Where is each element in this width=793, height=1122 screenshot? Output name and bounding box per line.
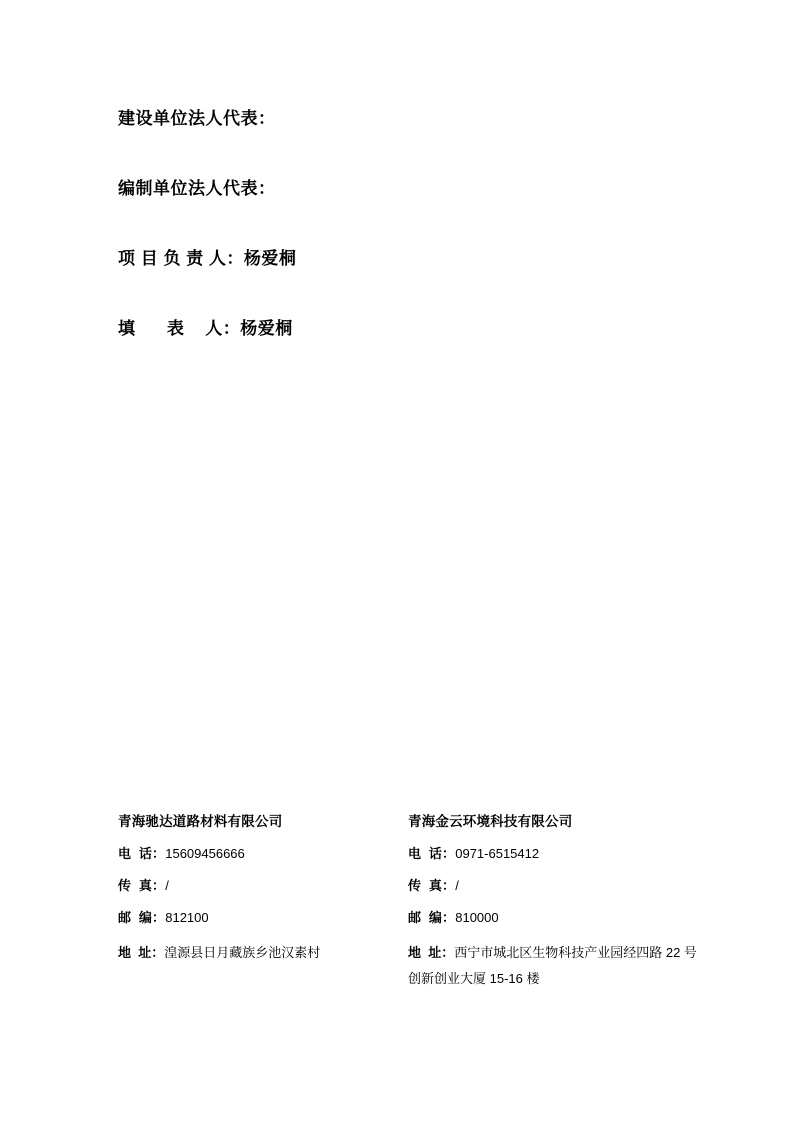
contact-value-address-left: 湟源县日月藏族乡池汉素村	[164, 945, 321, 960]
company-name-right: 青海金云环境科技有限公司	[408, 814, 573, 829]
signature-line-form-filler: 填 表 人：杨爱桐	[118, 319, 293, 338]
contact-label-zip-right: 邮 编：	[408, 910, 456, 925]
contact-row-zip-right	[408, 908, 698, 928]
footer-contact-block	[118, 812, 718, 992]
contact-label-address-left: 地 址：	[118, 945, 165, 960]
contact-label-fax-right: 传 真：	[408, 878, 456, 893]
contact-label-fax-left: 传 真：	[118, 878, 166, 893]
contact-row-phone-right	[408, 844, 698, 864]
contact-value-zip-right: 810000	[455, 910, 499, 925]
contact-row-phone-left	[118, 844, 408, 864]
contact-row-address-left	[118, 940, 408, 966]
signature-line-construction-unit-rep: 建设单位法人代表：	[118, 109, 276, 128]
signature-block	[118, 108, 678, 340]
contact-label-phone-left: 电 话：	[118, 846, 166, 861]
contact-row-zip-left	[118, 908, 408, 928]
footer-column-right	[408, 812, 698, 992]
signature-line-project-leader: 项 目 负 责 人：杨爱桐	[118, 249, 297, 268]
contact-value-address-right: 西宁市城北区生物科技产业园经四路 22 号创新创业大厦 15-16 楼	[408, 945, 697, 986]
contact-value-phone-left: 15609456666	[165, 846, 245, 861]
footer-column-left	[118, 812, 408, 992]
contact-row-fax-right	[408, 876, 698, 896]
contact-label-address-right: 地 址：	[408, 945, 455, 960]
signature-line-compiling-unit-rep: 编制单位法人代表：	[118, 179, 276, 198]
company-name-left: 青海驰达道路材料有限公司	[118, 814, 283, 829]
contact-value-zip-left: 812100	[165, 910, 209, 925]
contact-label-phone-right: 电 话：	[408, 846, 456, 861]
contact-row-address-right	[408, 940, 698, 992]
contact-value-fax-left: /	[165, 878, 169, 893]
contact-value-phone-right: 0971-6515412	[455, 846, 540, 861]
contact-value-fax-right: /	[455, 878, 459, 893]
contact-row-fax-left	[118, 876, 408, 896]
contact-label-zip-left: 邮 编：	[118, 910, 166, 925]
